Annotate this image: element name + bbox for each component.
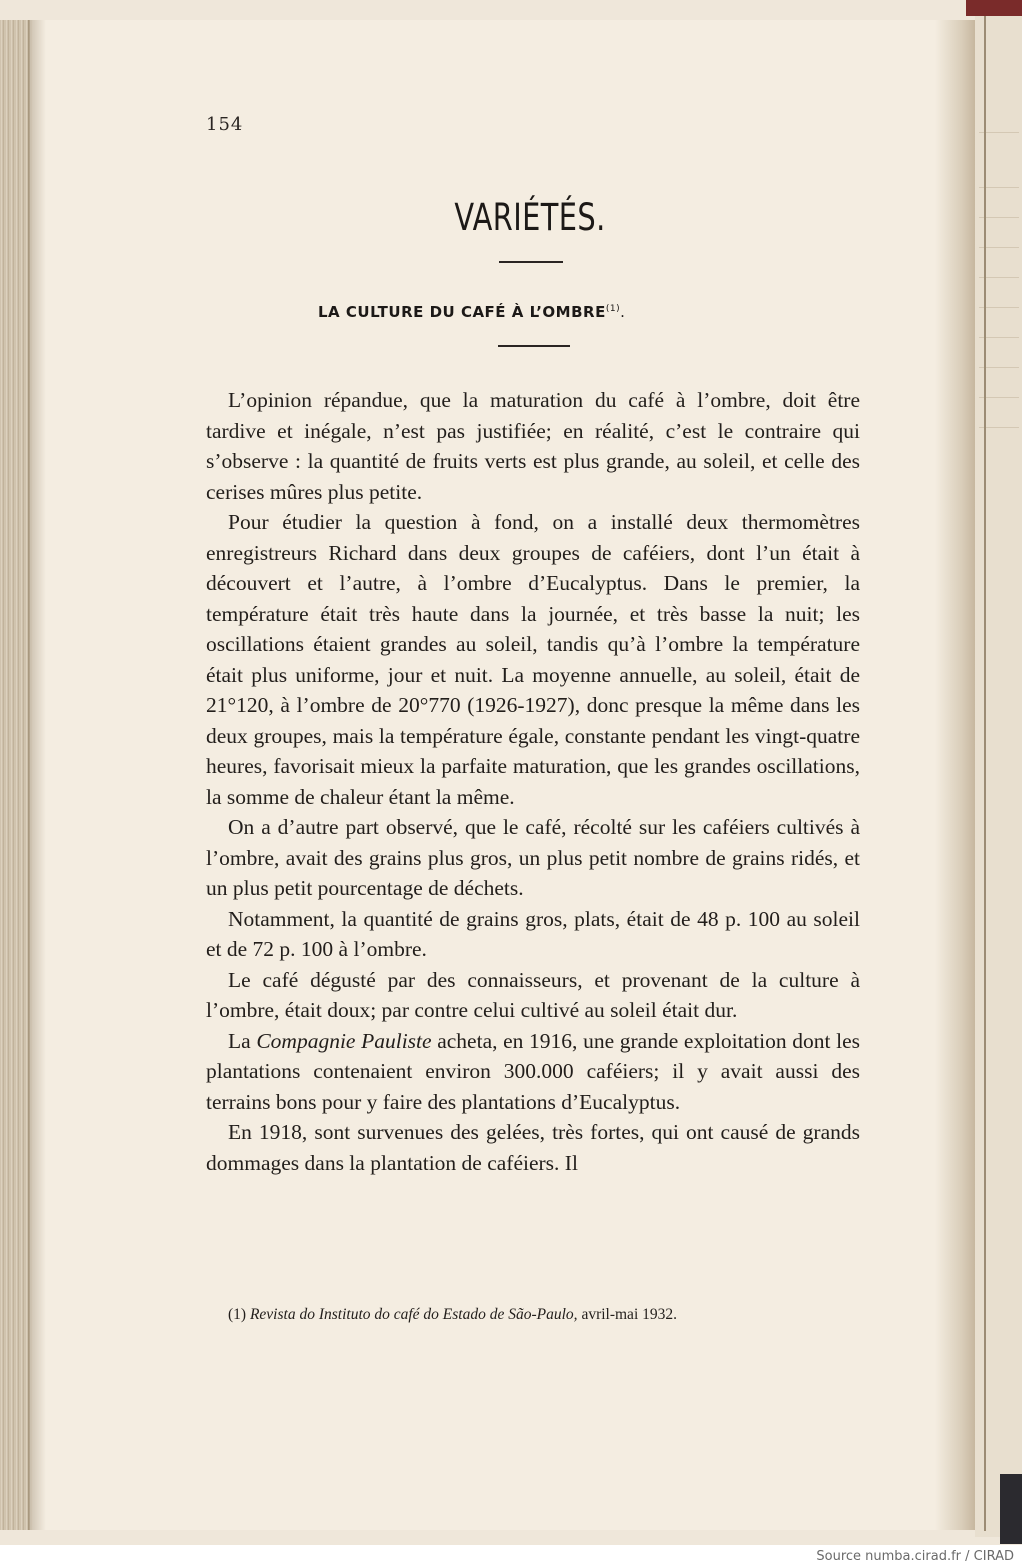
paragraph: L’opinion répandue, que la maturation du café à l’ombre, doit être tardive et inégale, n’est pas justifiée; en réalité, c’est le contraire qui s’observe : la quantité de fruits verts est plus grande, au soleil, et celle des cerises mûres plus petite. xyxy=(206,388,860,504)
paragraph: Notamment, la quantité de grains gros, plats, était de 48 p. 100 au soleil et de 72 p. 100 à l’ombre. xyxy=(206,906,860,961)
page-number: 154 xyxy=(206,114,244,135)
paragraph-text: La xyxy=(228,1028,257,1053)
article-title-period: . xyxy=(620,303,626,321)
title-rule xyxy=(499,261,563,263)
book-gutter xyxy=(935,20,980,1530)
footnote-source: Revista do Instituto do café do Estado de São-Paulo, xyxy=(249,1306,578,1323)
article-title-text: LA CULTURE DU CAFÉ À L’OMBRE xyxy=(318,303,606,321)
article-rule xyxy=(498,345,570,347)
footnote-reference: (1) xyxy=(605,304,621,314)
article-title xyxy=(318,303,625,321)
section-title: VARIÉTÉS. xyxy=(454,196,606,239)
company-name: Compagnie Pauliste xyxy=(256,1028,432,1053)
paragraph: Pour étudier la question à fond, on a installé deux thermomètres enregistreurs Richard dans deux groupes de caféiers, dont l’un était à découvert et l’autre, à l’ombre d’Eucalyptus. Dans le premier, la température était très haute dans la journée, et très basse la nuit; les oscillations étaient grandes au soleil, tandis qu’à l’ombre la température était plus uniforme, jour et nuit. La moyenne annuelle, au soleil, était de 21°120, à l’ombre de 20°770 (1926-1927), donc presque la même dans les deux groupes, mais la température égale, constante pendant les vingt-quatre heures, favorisait mieux la parfaite maturation, que les grandes oscillations, la somme de chaleur étant la même. xyxy=(206,510,860,809)
footnote-marker: (1) xyxy=(228,1306,247,1323)
article-body xyxy=(206,385,860,1178)
facing-page-edge xyxy=(984,16,986,1531)
footnote-date: avril-mai 1932. xyxy=(577,1306,677,1323)
page-stack-edge xyxy=(0,20,30,1530)
book-cover-edge xyxy=(1000,1474,1022,1544)
paragraph: En 1918, sont survenues des gelées, très fortes, qui ont causé de grands dommages dans la plantation de caféiers. Il xyxy=(206,1120,860,1175)
facing-page xyxy=(975,12,1022,1537)
source-credit: Source numba.cirad.fr / CIRAD xyxy=(816,1549,1014,1564)
page-shadow xyxy=(28,20,46,1530)
paragraph: Le café dégusté par des connaisseurs, et provenant de la culture à l’ombre, était doux; par contre celui cultivé au soleil était dur. xyxy=(206,967,860,1022)
paragraph: On a d’autre part observé, que le café, récolté sur les caféiers cultivés à l’ombre, avait des grains plus gros, un plus petit nombre de grains ridés, et un plus petit pourcentage de déchets. xyxy=(206,815,860,900)
paragraph xyxy=(206,1026,860,1118)
book-cover-corner xyxy=(966,0,1022,16)
paragraph-text: acheta, en 1916, une grande exploitation dont les plantations contenaient environ 300.000 caféiers; il y avait aussi des terrains bons pour y faire des plantations d’Eucalyptus. xyxy=(206,1028,860,1114)
footnote xyxy=(228,1306,868,1324)
